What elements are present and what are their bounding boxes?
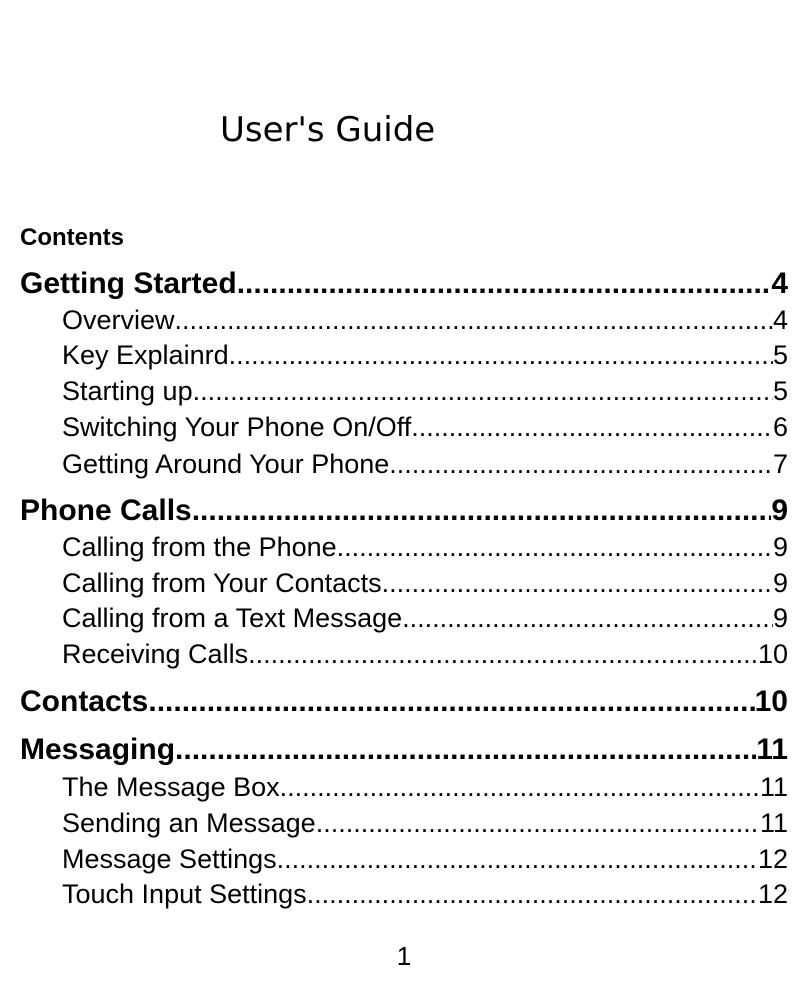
toc-entry-label: Calling from the Phone (62, 532, 337, 562)
document-title: User's Guide (220, 110, 436, 150)
toc-entry-label: Messaging (20, 733, 176, 766)
toc-entry-label: Phone Calls (20, 494, 192, 527)
toc-entry-page: 10 (757, 639, 788, 669)
toc-entry-starting-up[interactable] (62, 374, 788, 408)
toc-entry-label: Getting Around Your Phone (62, 449, 390, 479)
toc-entry-label: Touch Input Settings (62, 879, 307, 909)
toc-dot-leader (337, 530, 773, 564)
toc-dot-leader (277, 842, 758, 876)
toc-dot-leader (175, 731, 756, 769)
toc-entry-label: Calling from Your Contacts (62, 568, 382, 598)
toc-entry-switching-phone[interactable] (62, 410, 788, 444)
toc-entry-page: 7 (772, 449, 788, 479)
toc-entry-page: 4 (771, 267, 788, 300)
toc-dot-leader (389, 447, 773, 481)
toc-dot-leader (193, 374, 773, 408)
toc-entry-label: Calling from a Text Message (62, 603, 403, 633)
toc-entry-getting-started[interactable] (20, 265, 788, 303)
toc-dot-leader (175, 303, 773, 337)
toc-dot-leader (411, 410, 773, 444)
toc-entry-overview[interactable] (62, 303, 788, 337)
toc-entry-calling-from-contacts[interactable] (62, 566, 788, 600)
toc-entry-label: Message Settings (62, 844, 277, 874)
toc-entry-contacts[interactable] (20, 683, 788, 721)
toc-entry-label: Key Explainrd (62, 340, 229, 370)
toc-entry-messaging[interactable] (20, 731, 788, 769)
toc-entry-label: Contacts (20, 685, 149, 718)
toc-dot-leader (382, 566, 773, 600)
toc-dot-leader (148, 683, 754, 721)
toc-entry-page: 11 (759, 808, 788, 838)
toc-entry-phone-calls[interactable] (20, 492, 788, 530)
toc-entry-touch-input-settings[interactable] (62, 877, 788, 911)
toc-entry-message-settings[interactable] (62, 842, 788, 876)
toc-dot-leader (192, 492, 772, 530)
toc-dot-leader (248, 637, 758, 671)
toc-entry-label: Getting Started (20, 267, 237, 300)
toc-dot-leader (229, 338, 773, 372)
toc-entry-page: 11 (759, 772, 788, 802)
toc-dot-leader (402, 601, 773, 635)
toc-entry-label: The Message Box (62, 772, 280, 802)
toc-dot-leader (316, 806, 760, 840)
page-number: 1 (396, 941, 412, 971)
toc-entry-page: 5 (772, 376, 788, 406)
toc-entry-page: 9 (772, 568, 788, 598)
toc-entry-label: Overview (62, 305, 175, 335)
toc-entry-label: Receiving Calls (62, 639, 249, 669)
toc-entry-receiving-calls[interactable] (62, 637, 788, 671)
toc-entry-label: Starting up (62, 376, 193, 406)
toc-entry-getting-around[interactable] (62, 447, 788, 481)
toc-entry-page: 9 (772, 603, 788, 633)
toc-dot-leader (237, 265, 772, 303)
toc-entry-page: 4 (772, 305, 788, 335)
toc-entry-page: 9 (771, 494, 788, 527)
toc-entry-page: 12 (757, 879, 788, 909)
toc-entry-calling-from-text[interactable] (62, 601, 788, 635)
toc-entry-message-box[interactable] (62, 770, 788, 804)
toc-dot-leader (307, 877, 758, 911)
toc-entry-page: 6 (772, 412, 788, 442)
toc-entry-page: 5 (772, 340, 788, 370)
toc-entry-page: 10 (754, 685, 788, 718)
toc-entry-key-explainrd[interactable] (62, 338, 788, 372)
contents-heading: Contents (20, 224, 124, 251)
toc-entry-page: 12 (757, 844, 788, 874)
toc-dot-leader (280, 770, 760, 804)
toc-entry-label: Sending an Message (62, 808, 316, 838)
toc-entry-calling-from-phone[interactable] (62, 530, 788, 564)
toc-entry-label: Switching Your Phone On/Off (62, 412, 412, 442)
toc-entry-sending-message[interactable] (62, 806, 788, 840)
toc-entry-page: 9 (772, 532, 788, 562)
toc-entry-page: 11 (756, 733, 788, 766)
